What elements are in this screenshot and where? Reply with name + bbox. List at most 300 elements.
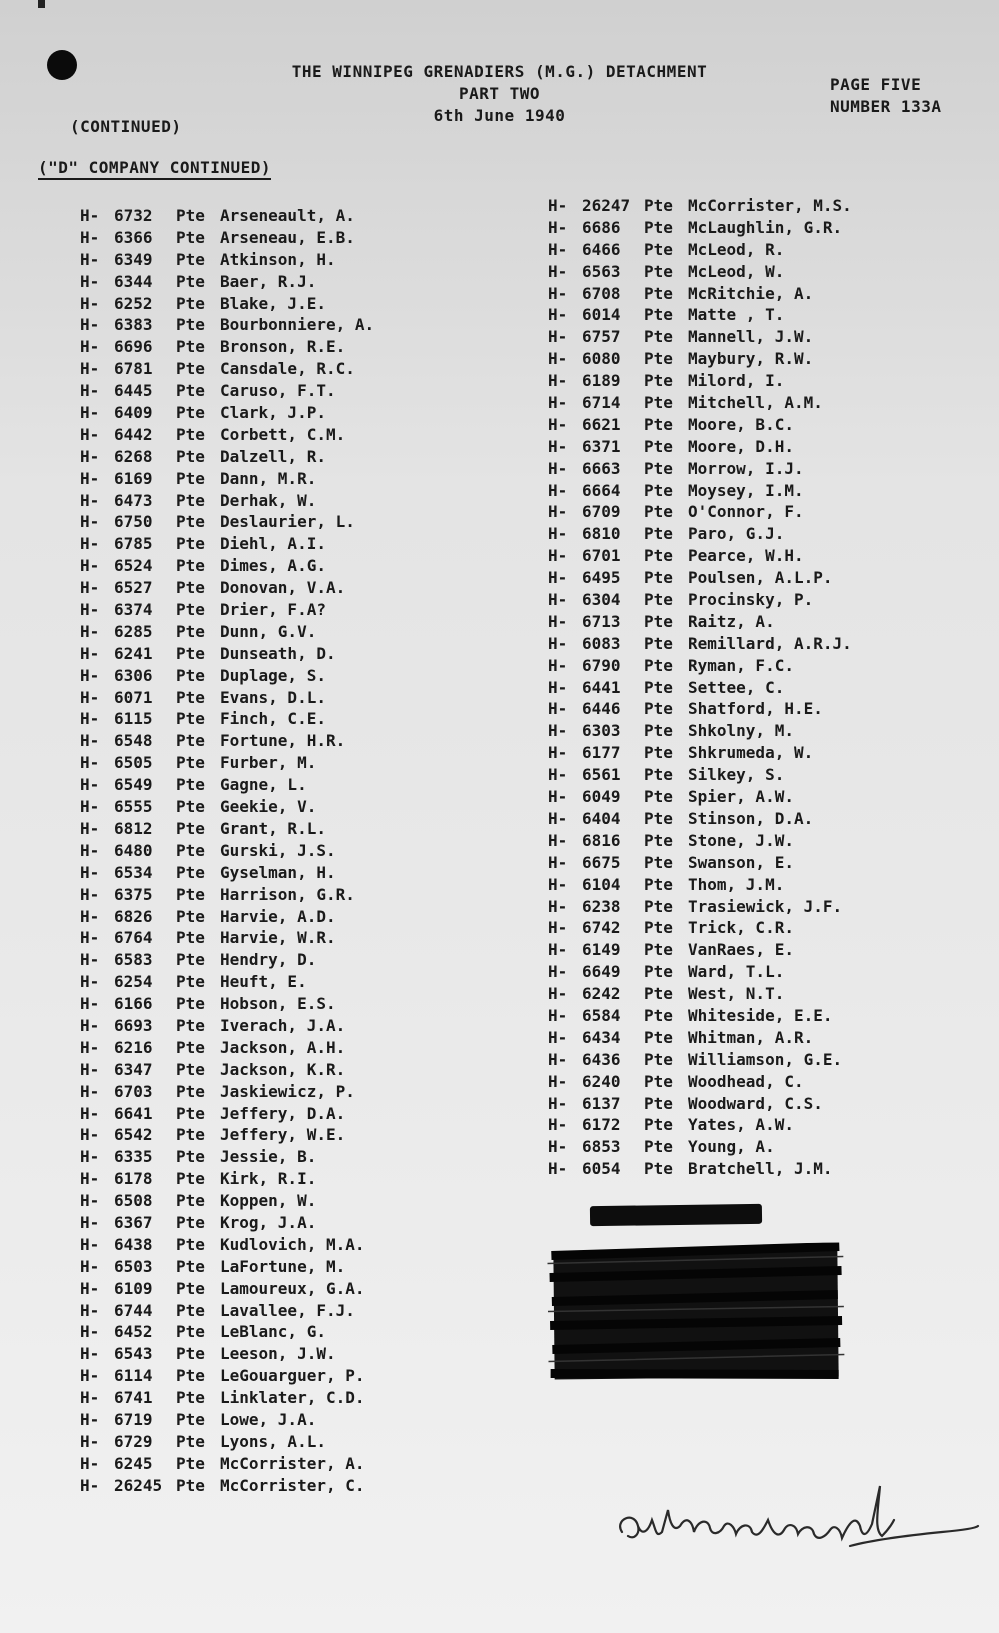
soldier-name: Settee, C. — [688, 677, 785, 697]
roster-entry — [548, 983, 852, 1005]
soldier-name: VanRaes, E. — [688, 940, 794, 960]
order-number: NUMBER 133A — [830, 97, 942, 116]
service-number: 6268 — [114, 446, 153, 466]
rank: Pte — [176, 315, 205, 335]
service-prefix: H- — [80, 862, 100, 882]
soldier-name: Furber, M. — [220, 753, 317, 773]
soldier-name: Swanson, E. — [688, 852, 794, 872]
service-prefix: H- — [80, 403, 100, 423]
service-number: 6177 — [582, 743, 621, 763]
service-number: 6114 — [114, 1366, 153, 1386]
soldier-name: Blake, J.E. — [220, 293, 326, 313]
soldier-name: Lowe, J.A. — [220, 1409, 317, 1429]
roster-entry — [548, 939, 852, 961]
soldier-name: Yates, A.W. — [688, 1115, 794, 1135]
rank: Pte — [644, 852, 673, 872]
roster-entry — [548, 348, 852, 370]
roster-entry — [80, 906, 374, 928]
roster-entry — [80, 511, 374, 533]
service-number: 6503 — [114, 1256, 153, 1276]
service-number: 6713 — [582, 611, 621, 631]
service-number: 6071 — [114, 687, 153, 707]
soldier-name: Hobson, E.S. — [220, 994, 336, 1014]
rank: Pte — [176, 928, 205, 948]
soldier-name: Whiteside, E.E. — [688, 1005, 833, 1025]
service-prefix: H- — [80, 1212, 100, 1232]
service-number: 6304 — [582, 590, 621, 610]
service-prefix: H- — [548, 655, 568, 675]
service-prefix: H- — [548, 458, 568, 478]
soldier-name: Grant, R.L. — [220, 818, 326, 838]
roster-entry — [80, 358, 374, 380]
service-number: 6083 — [582, 633, 621, 653]
rank: Pte — [644, 896, 673, 916]
service-prefix: H- — [80, 600, 100, 620]
service-prefix: H- — [80, 840, 100, 860]
service-number: 6853 — [582, 1137, 621, 1157]
rank: Pte — [176, 600, 205, 620]
service-prefix: H- — [80, 424, 100, 444]
roster-entry — [548, 436, 852, 458]
rank: Pte — [644, 940, 673, 960]
service-prefix: H- — [548, 261, 568, 281]
service-number: 6080 — [582, 349, 621, 369]
roster-entry — [80, 1409, 374, 1431]
rank: Pte — [644, 349, 673, 369]
rank: Pte — [176, 1453, 205, 1473]
rank: Pte — [644, 874, 673, 894]
roster-entry — [548, 545, 852, 567]
rank: Pte — [176, 797, 205, 817]
soldier-name: LaFortune, M. — [220, 1256, 346, 1276]
roster-entry — [548, 458, 852, 480]
rank: Pte — [644, 962, 673, 982]
roster-entry — [80, 1321, 374, 1343]
service-number: 6014 — [582, 305, 621, 325]
roster-entry — [80, 1168, 374, 1190]
service-number: 6404 — [582, 808, 621, 828]
service-prefix: H- — [80, 1344, 100, 1364]
soldier-name: Pearce, W.H. — [688, 546, 804, 566]
soldier-name: Baer, R.J. — [220, 271, 317, 291]
service-prefix: H- — [80, 1366, 100, 1386]
roster-entry — [548, 261, 852, 283]
signature — [612, 1480, 982, 1560]
service-prefix: H- — [80, 556, 100, 576]
soldier-name: Milord, I. — [688, 371, 785, 391]
soldier-name: Woodward, C.S. — [688, 1093, 823, 1113]
roster-entry — [80, 402, 374, 424]
service-number: 6663 — [582, 458, 621, 478]
service-number: 6374 — [114, 600, 153, 620]
service-number: 6466 — [582, 239, 621, 259]
service-number: 6104 — [582, 874, 621, 894]
service-number: 6555 — [114, 797, 153, 817]
rank: Pte — [644, 1115, 673, 1135]
service-prefix: H- — [80, 1103, 100, 1123]
service-number: 6172 — [582, 1115, 621, 1135]
service-number: 6693 — [114, 1015, 153, 1035]
soldier-name: Ward, T.L. — [688, 962, 785, 982]
roster-entry — [80, 862, 374, 884]
service-number: 6189 — [582, 371, 621, 391]
soldier-name: Young, A. — [688, 1137, 775, 1157]
soldier-name: Spier, A.W. — [688, 787, 794, 807]
service-prefix: H- — [548, 633, 568, 653]
service-prefix: H- — [548, 699, 568, 719]
roster-entry — [80, 774, 374, 796]
soldier-name: Harrison, G.R. — [220, 884, 355, 904]
service-prefix: H- — [80, 1431, 100, 1451]
soldier-name: Caruso, F.T. — [220, 381, 336, 401]
soldier-name: Fortune, H.R. — [220, 731, 346, 751]
rank: Pte — [644, 217, 673, 237]
soldier-name: Dunseath, D. — [220, 643, 336, 663]
soldier-name: Whitman, A.R. — [688, 1027, 814, 1047]
service-prefix: H- — [548, 611, 568, 631]
rank: Pte — [176, 1388, 205, 1408]
service-prefix: H- — [80, 578, 100, 598]
service-prefix: H- — [548, 787, 568, 807]
soldier-name: Bratchell, J.M. — [688, 1159, 833, 1179]
roster-right-column — [548, 195, 852, 1180]
service-number: 6701 — [582, 546, 621, 566]
rank: Pte — [644, 721, 673, 741]
roster-entry — [80, 993, 374, 1015]
roster-entry — [548, 414, 852, 436]
soldier-name: LeBlanc, G. — [220, 1322, 326, 1342]
roster-entry — [80, 1190, 374, 1212]
service-prefix: H- — [80, 818, 100, 838]
rank: Pte — [176, 556, 205, 576]
service-number: 6446 — [582, 699, 621, 719]
soldier-name: Moore, D.H. — [688, 436, 794, 456]
service-number: 6583 — [114, 950, 153, 970]
roster-entry — [80, 1475, 374, 1497]
roster-entry — [80, 227, 374, 249]
service-number: 6584 — [582, 1005, 621, 1025]
service-number: 6137 — [582, 1093, 621, 1113]
roster-entry — [548, 764, 852, 786]
roster-entry — [80, 577, 374, 599]
service-number: 6149 — [582, 940, 621, 960]
soldier-name: Linklater, C.D. — [220, 1388, 365, 1408]
soldier-name: Maybury, R.W. — [688, 349, 814, 369]
service-prefix: H- — [548, 808, 568, 828]
rank: Pte — [644, 918, 673, 938]
roster-entry — [80, 468, 374, 490]
roster-entry — [548, 392, 852, 414]
roster-entry — [548, 633, 852, 655]
rank: Pte — [176, 731, 205, 751]
roster-entry — [548, 1158, 852, 1180]
service-prefix: H- — [80, 381, 100, 401]
roster-entry — [80, 708, 374, 730]
service-number: 6744 — [114, 1300, 153, 1320]
roster-entry — [80, 1256, 374, 1278]
roster-entry — [548, 698, 852, 720]
roster-entry — [548, 304, 852, 326]
soldier-name: Evans, D.L. — [220, 687, 326, 707]
roster-entry — [548, 742, 852, 764]
soldier-name: Jessie, B. — [220, 1147, 317, 1167]
soldier-name: Poulsen, A.L.P. — [688, 568, 833, 588]
service-prefix: H- — [80, 1256, 100, 1276]
soldier-name: Diehl, A.I. — [220, 534, 326, 554]
soldier-name: Iverach, J.A. — [220, 1015, 346, 1035]
redaction-bar — [590, 1204, 762, 1226]
soldier-name: Jeffery, W.E. — [220, 1125, 346, 1145]
rank: Pte — [176, 1431, 205, 1451]
service-number: 6816 — [582, 830, 621, 850]
rank: Pte — [176, 1212, 205, 1232]
service-number: 6664 — [582, 480, 621, 500]
service-prefix: H- — [80, 1015, 100, 1035]
soldier-name: Finch, C.E. — [220, 709, 326, 729]
soldier-name: Harvie, W.R. — [220, 928, 336, 948]
soldier-name: Procinsky, P. — [688, 590, 814, 610]
rank: Pte — [644, 765, 673, 785]
rank: Pte — [644, 436, 673, 456]
service-number: 6750 — [114, 512, 153, 532]
roster-entry — [80, 971, 374, 993]
roster-entry — [548, 874, 852, 896]
roster-entry — [80, 730, 374, 752]
service-number: 6741 — [114, 1388, 153, 1408]
service-prefix: H- — [548, 414, 568, 434]
roster-entry — [548, 720, 852, 742]
service-number: 6508 — [114, 1191, 153, 1211]
rank: Pte — [176, 753, 205, 773]
roster-left-column — [80, 205, 374, 1497]
service-number: 6252 — [114, 293, 153, 313]
document-title: THE WINNIPEG GRENADIERS (M.G.) DETACHMENT — [291, 62, 708, 81]
rank: Pte — [176, 1169, 205, 1189]
rank: Pte — [176, 468, 205, 488]
service-prefix: H- — [548, 305, 568, 325]
soldier-name: Jackson, K.R. — [220, 1059, 346, 1079]
roster-entry — [80, 1431, 374, 1453]
service-prefix: H- — [80, 665, 100, 685]
rank: Pte — [176, 972, 205, 992]
rank: Pte — [644, 677, 673, 697]
service-number: 6621 — [582, 414, 621, 434]
service-prefix: H- — [548, 765, 568, 785]
soldier-name: Leeson, J.W. — [220, 1344, 336, 1364]
roster-entry — [80, 1146, 374, 1168]
service-number: 6524 — [114, 556, 153, 576]
roster-entry — [80, 927, 374, 949]
service-number: 6561 — [582, 765, 621, 785]
rank: Pte — [176, 1234, 205, 1254]
service-number: 6764 — [114, 928, 153, 948]
soldier-name: Woodhead, C. — [688, 1071, 804, 1091]
service-prefix: H- — [80, 1300, 100, 1320]
service-number: 6719 — [114, 1409, 153, 1429]
roster-entry — [80, 293, 374, 315]
soldier-name: Mitchell, A.M. — [688, 393, 823, 413]
roster-entry — [548, 655, 852, 677]
soldier-name: McCorrister, M.S. — [688, 196, 852, 215]
service-prefix: H- — [548, 480, 568, 500]
roster-entry — [80, 1234, 374, 1256]
service-number: 26245 — [114, 1475, 163, 1495]
rank: Pte — [644, 239, 673, 259]
roster-entry — [80, 818, 374, 840]
soldier-name: Krog, J.A. — [220, 1212, 317, 1232]
rank: Pte — [176, 227, 205, 247]
rank: Pte — [176, 446, 205, 466]
rank: Pte — [644, 830, 673, 850]
soldier-name: McLeod, R. — [688, 239, 785, 259]
rank: Pte — [644, 1049, 673, 1069]
rank: Pte — [644, 261, 673, 281]
roster-entry — [548, 501, 852, 523]
service-prefix: H- — [80, 1278, 100, 1298]
soldier-name: Hendry, D. — [220, 950, 317, 970]
roster-entry — [548, 852, 852, 874]
service-prefix: H- — [80, 1409, 100, 1429]
service-number: 6548 — [114, 731, 153, 751]
service-prefix: H- — [80, 271, 100, 291]
service-number: 6810 — [582, 524, 621, 544]
soldier-name: Gurski, J.S. — [220, 840, 336, 860]
soldier-name: Silkey, S. — [688, 765, 785, 785]
service-prefix: H- — [548, 677, 568, 697]
rank: Pte — [644, 283, 673, 303]
soldier-name: Bourbonniere, A. — [220, 315, 375, 335]
continued-label: (CONTINUED) — [70, 117, 182, 136]
soldier-name: Stone, J.W. — [688, 830, 794, 850]
soldier-name: Lyons, A.L. — [220, 1431, 326, 1451]
rank: Pte — [644, 524, 673, 544]
rank: Pte — [176, 293, 205, 313]
service-prefix: H- — [80, 206, 100, 225]
rank: Pte — [176, 862, 205, 882]
service-number: 6709 — [582, 502, 621, 522]
soldier-name: Dimes, A.G. — [220, 556, 326, 576]
rank: Pte — [176, 206, 205, 225]
rank: Pte — [644, 743, 673, 763]
service-number: 6495 — [582, 568, 621, 588]
roster-entry — [548, 1136, 852, 1158]
roster-entry — [548, 1071, 852, 1093]
service-prefix: H- — [80, 490, 100, 510]
service-prefix: H- — [80, 884, 100, 904]
service-prefix: H- — [548, 546, 568, 566]
roster-entry — [548, 1049, 852, 1071]
service-number: 6115 — [114, 709, 153, 729]
rank: Pte — [176, 1322, 205, 1342]
service-prefix: H- — [548, 743, 568, 763]
service-number: 6708 — [582, 283, 621, 303]
roster-entry — [548, 917, 852, 939]
rank: Pte — [644, 480, 673, 500]
service-number: 6240 — [582, 1071, 621, 1091]
service-prefix: H- — [80, 1453, 100, 1473]
service-prefix: H- — [80, 1234, 100, 1254]
roster-entry — [80, 1365, 374, 1387]
roster-entry — [80, 490, 374, 512]
service-number: 6542 — [114, 1125, 153, 1145]
service-number: 6729 — [114, 1431, 153, 1451]
roster-entry — [80, 621, 374, 643]
roster-entry — [548, 326, 852, 348]
service-prefix: H- — [80, 906, 100, 926]
service-number: 6169 — [114, 468, 153, 488]
rank: Pte — [176, 1256, 205, 1276]
rank: Pte — [644, 568, 673, 588]
service-number: 6166 — [114, 994, 153, 1014]
service-prefix: H- — [80, 337, 100, 357]
service-prefix: H- — [80, 1125, 100, 1145]
service-prefix: H- — [548, 568, 568, 588]
service-prefix: H- — [80, 227, 100, 247]
service-number: 6109 — [114, 1278, 153, 1298]
service-prefix: H- — [80, 709, 100, 729]
soldier-name: Drier, F.A? — [220, 600, 326, 620]
service-number: 6254 — [114, 972, 153, 992]
service-number: 26247 — [582, 196, 631, 215]
roster-entry — [548, 1114, 852, 1136]
service-prefix: H- — [80, 446, 100, 466]
roster-entry — [80, 752, 374, 774]
rank: Pte — [176, 687, 205, 707]
soldier-name: Lamoureux, G.A. — [220, 1278, 365, 1298]
roster-entry — [80, 336, 374, 358]
service-number: 6742 — [582, 918, 621, 938]
roster-entry — [80, 1015, 374, 1037]
service-number: 6675 — [582, 852, 621, 872]
soldier-name: Atkinson, H. — [220, 249, 336, 269]
service-prefix: H- — [80, 359, 100, 379]
roster-entry — [80, 205, 374, 227]
service-number: 6241 — [114, 643, 153, 663]
service-number: 6527 — [114, 578, 153, 598]
roster-entry — [548, 677, 852, 699]
soldier-name: McCorrister, C. — [220, 1475, 365, 1495]
soldier-name: Jaskiewicz, P. — [220, 1081, 355, 1101]
rank: Pte — [176, 665, 205, 685]
service-prefix: H- — [548, 1093, 568, 1113]
service-prefix: H- — [80, 1191, 100, 1211]
service-number: 6344 — [114, 271, 153, 291]
roster-entry — [548, 567, 852, 589]
rank: Pte — [644, 502, 673, 522]
roster-entry — [548, 217, 852, 239]
soldier-name: LeGouarguer, P. — [220, 1366, 365, 1386]
service-number: 6054 — [582, 1159, 621, 1179]
soldier-name: Morrow, I.J. — [688, 458, 804, 478]
roster-entry — [80, 1059, 374, 1081]
rank: Pte — [176, 621, 205, 641]
rank: Pte — [176, 1147, 205, 1167]
rank: Pte — [176, 578, 205, 598]
service-prefix: H- — [80, 1475, 100, 1495]
soldier-name: Matte , T. — [688, 305, 785, 325]
soldier-name: Dann, M.R. — [220, 468, 317, 488]
rank: Pte — [644, 371, 673, 391]
roster-entry — [548, 611, 852, 633]
rank: Pte — [176, 424, 205, 444]
service-prefix: H- — [548, 721, 568, 741]
rank: Pte — [176, 490, 205, 510]
service-number: 6347 — [114, 1059, 153, 1079]
rank: Pte — [176, 775, 205, 795]
service-number: 6442 — [114, 424, 153, 444]
soldier-name: Raitz, A. — [688, 611, 775, 631]
service-number: 6349 — [114, 249, 153, 269]
